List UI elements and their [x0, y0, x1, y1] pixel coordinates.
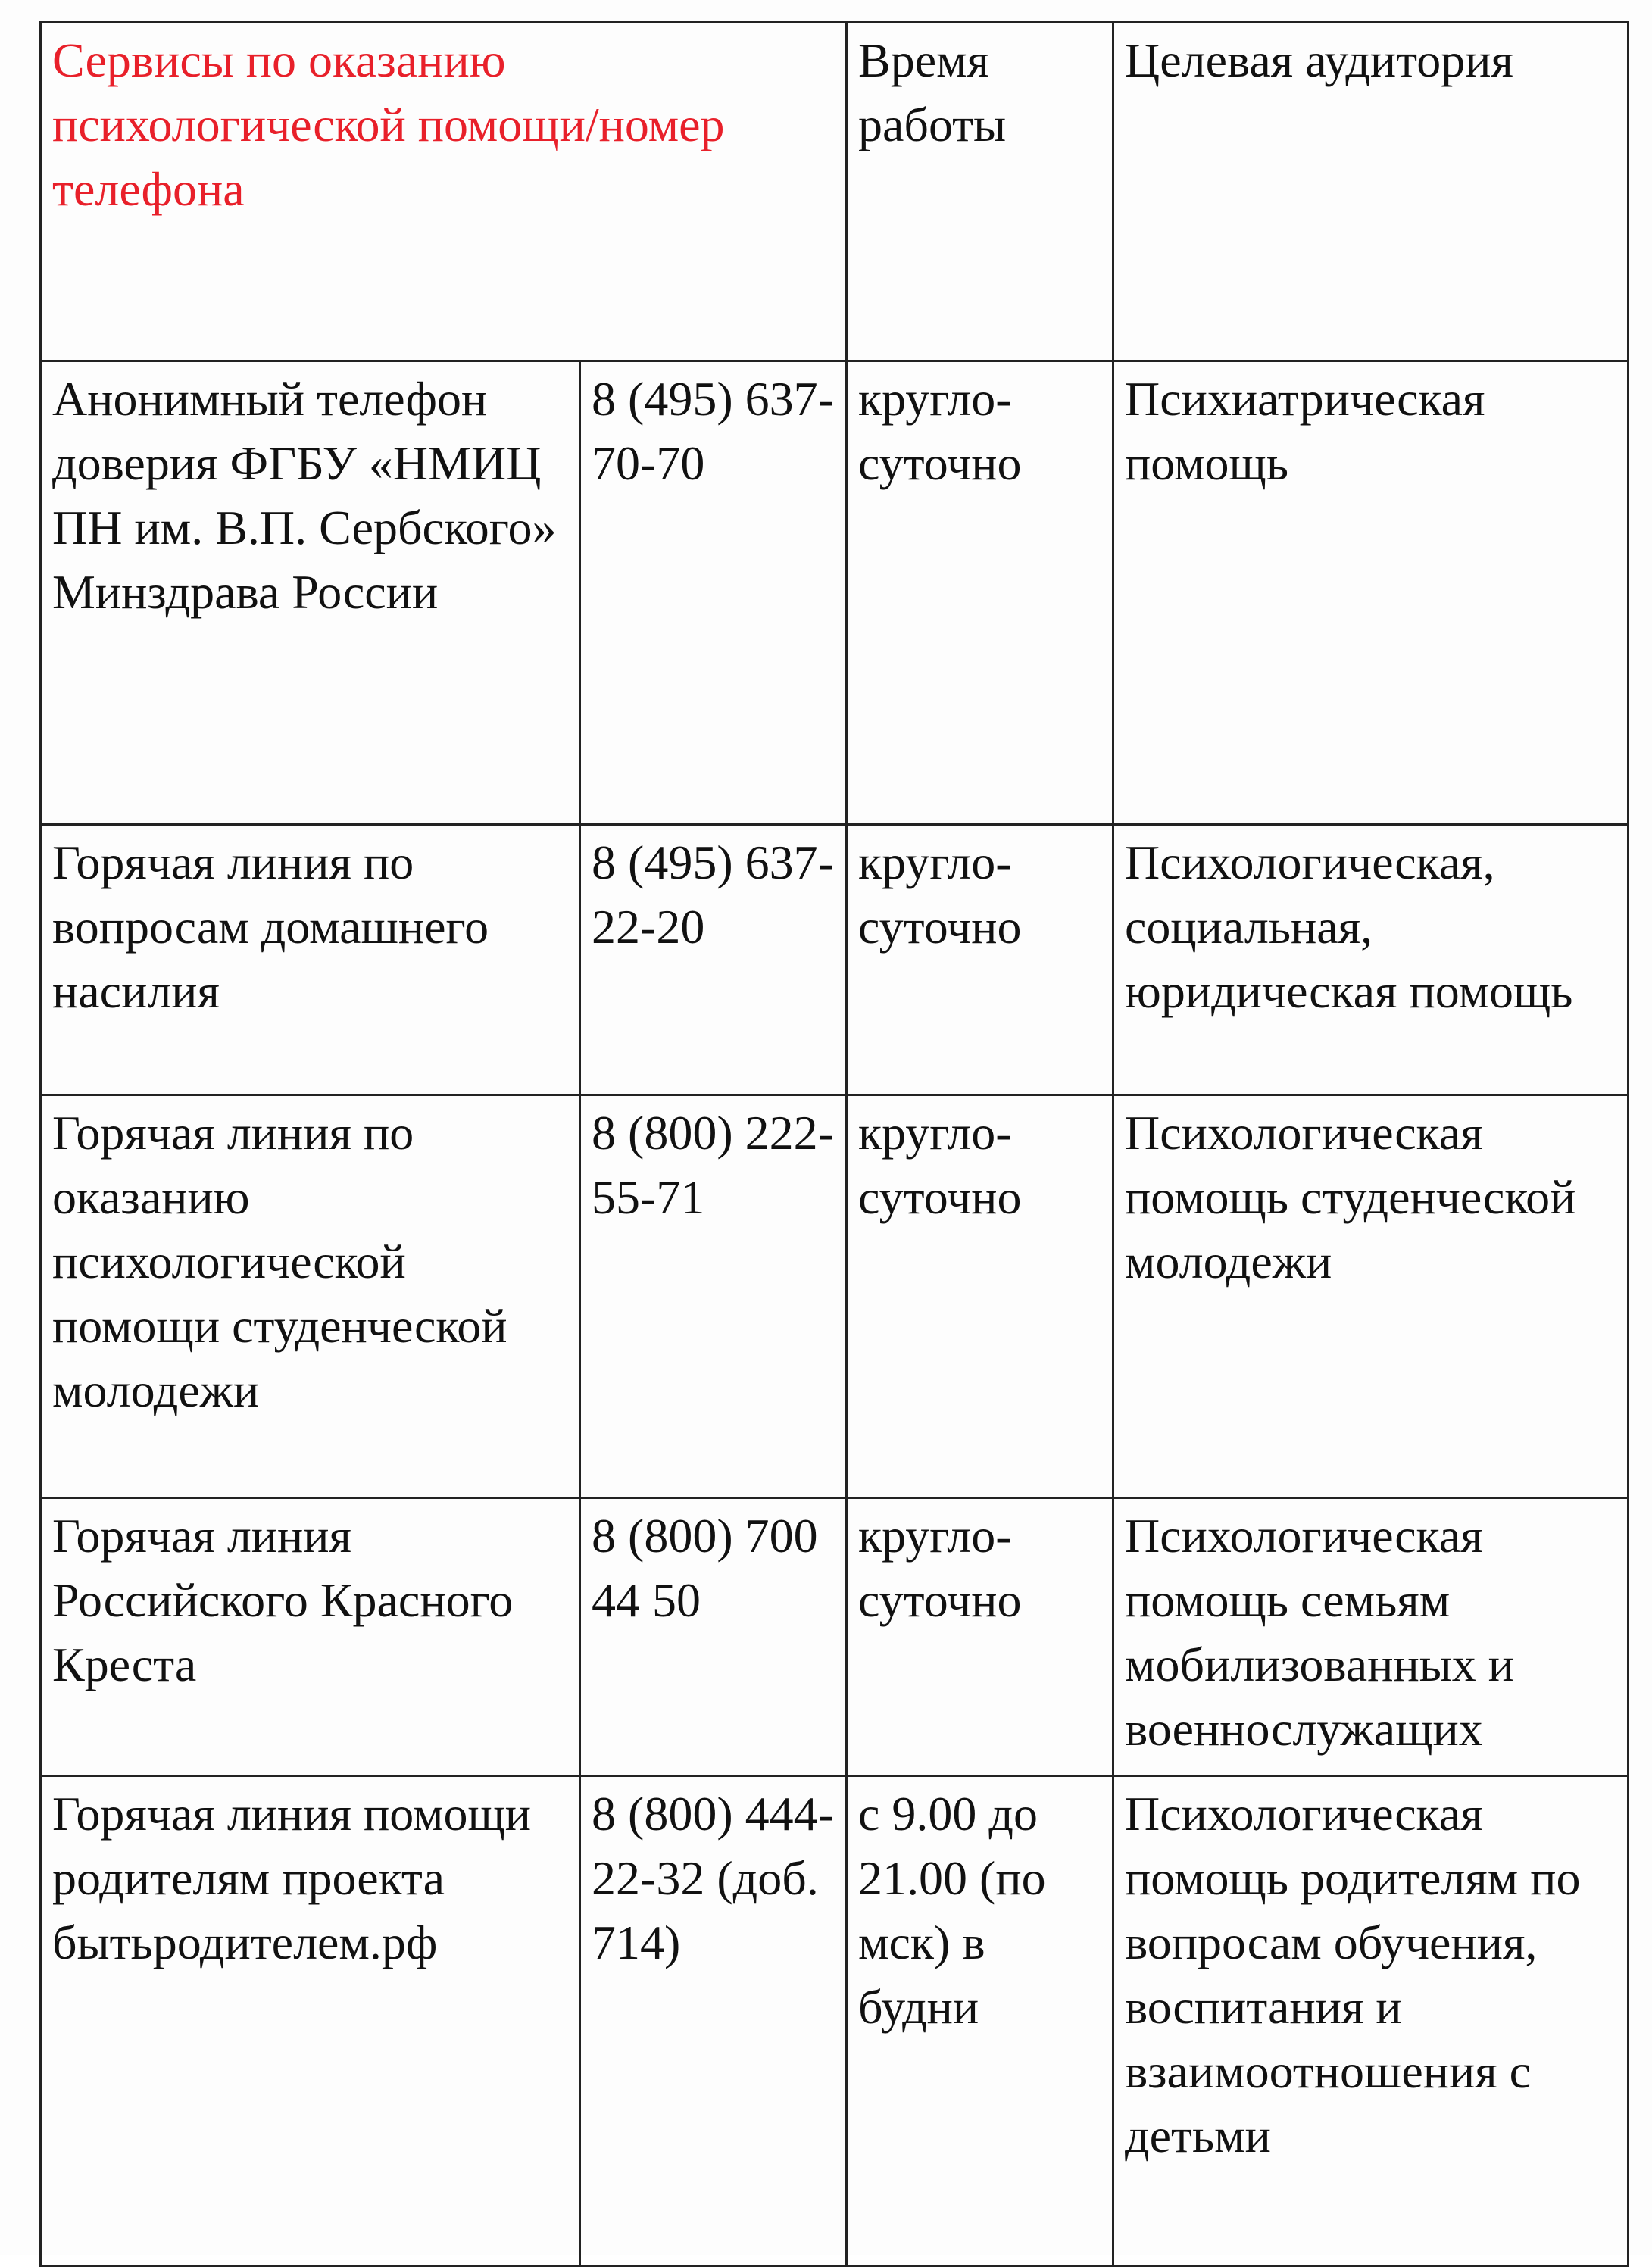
table-row [41, 1776, 1629, 2266]
service-audience: Психологическая, социальная, юридическая помощь [1113, 825, 1629, 1095]
table-row [41, 361, 1629, 825]
service-name: Горячая линия помощи родителям проекта бытьродителем.рф [41, 1776, 580, 2266]
service-audience: Психологическая помощь студенческой молодежи [1113, 1095, 1629, 1498]
service-phone: 8 (495) 637-22-20 [580, 825, 847, 1095]
table-header-row [41, 23, 1629, 361]
service-name: Анонимный телефон доверия ФГБУ «НМИЦ ПН им. В.П. Сербского» Минздрава России [41, 361, 580, 825]
table-row [41, 1498, 1629, 1776]
service-time: кругло-суточно [847, 1095, 1113, 1498]
service-audience: Психиатрическая помощь [1113, 361, 1629, 825]
service-phone: 8 (495) 637-70-70 [580, 361, 847, 825]
service-name: Горячая линия Российского Красного Креста [41, 1498, 580, 1776]
service-time: кругло-суточно [847, 1498, 1113, 1776]
table-row [41, 1095, 1629, 1498]
service-time: кругло-суточно [847, 825, 1113, 1095]
service-time: с 9.00 до 21.00 (по мск) в будни [847, 1776, 1113, 2266]
service-audience: Психологическая помощь родителям по вопросам обучения, воспитания и взаимоотношения с детьми [1113, 1776, 1629, 2266]
service-time: кругло-суточно [847, 361, 1113, 825]
service-name: Горячая линия по оказанию психологической помощи студенческой молодежи [41, 1095, 580, 1498]
table-row [41, 825, 1629, 1095]
service-phone: 8 (800) 222-55-71 [580, 1095, 847, 1498]
services-table [39, 21, 1629, 2267]
service-phone: 8 (800) 700 44 50 [580, 1498, 847, 1776]
header-services: Сервисы по оказанию психологической помощи/номер телефона [41, 23, 847, 361]
service-audience: Психологическая помощь семьям мобилизованных и военнослужащих [1113, 1498, 1629, 1776]
header-time: Время работы [847, 23, 1113, 361]
service-phone: 8 (800) 444-22-32 (доб. 714) [580, 1776, 847, 2266]
service-name: Горячая линия по вопросам домашнего насилия [41, 825, 580, 1095]
header-audience: Целевая аудитория [1113, 23, 1629, 361]
